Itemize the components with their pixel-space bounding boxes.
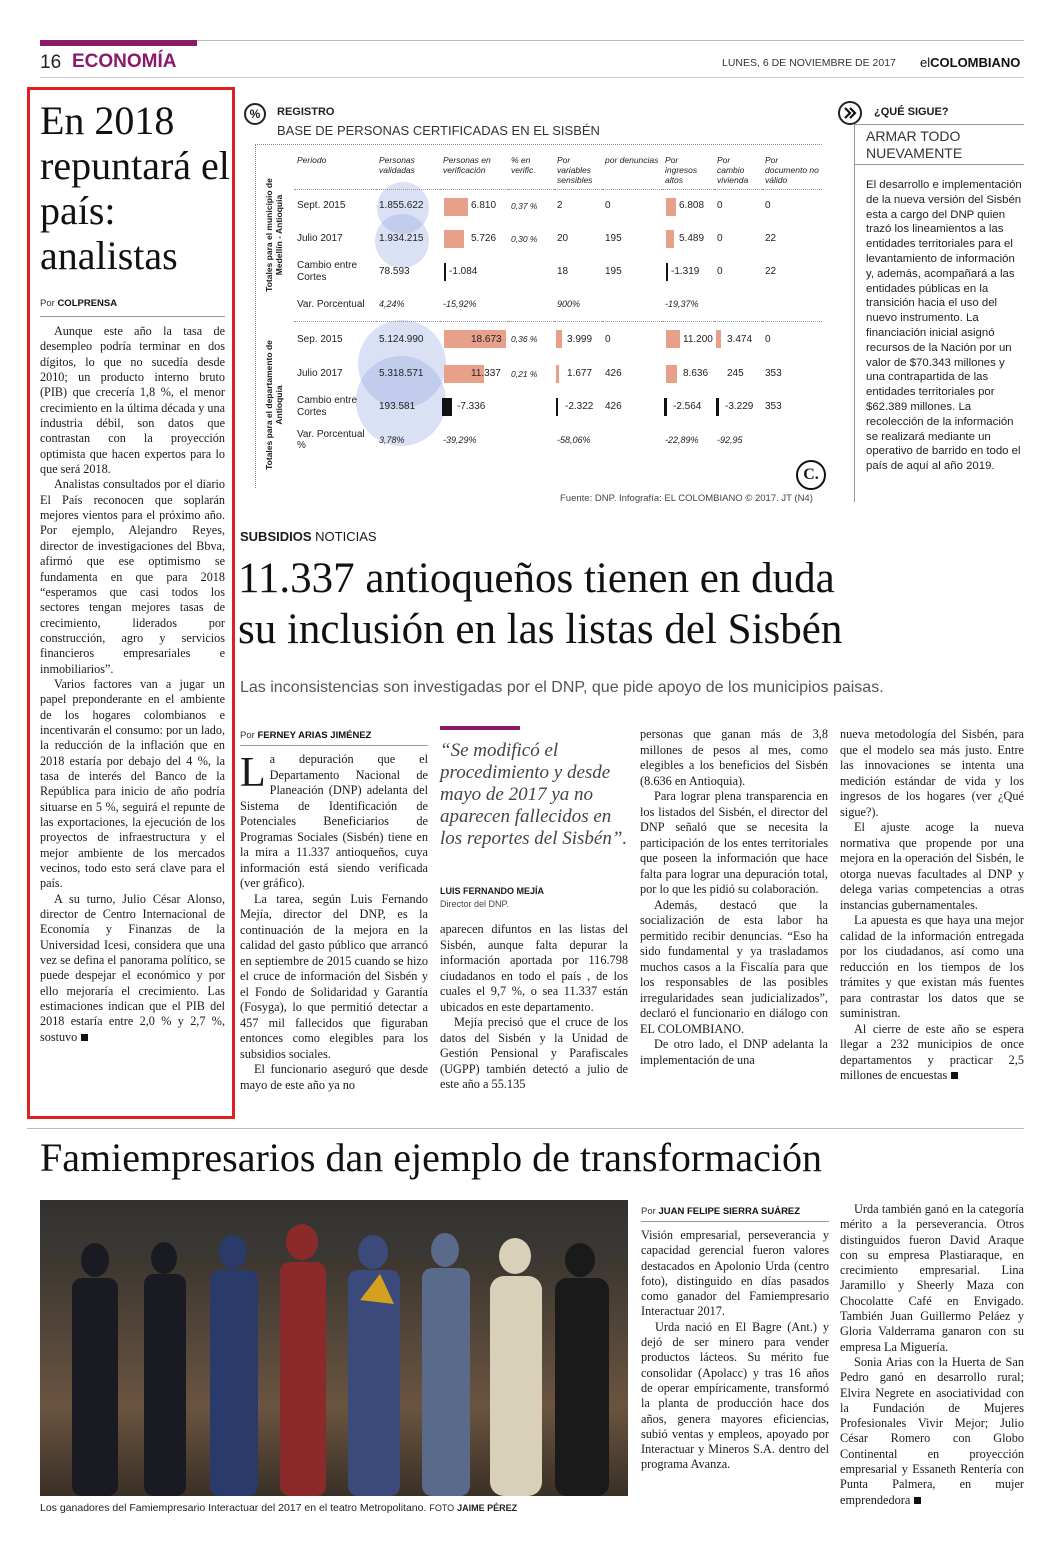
table-row	[294, 222, 822, 255]
cell-value: 1.677	[567, 368, 593, 379]
table-cell	[508, 321, 554, 357]
que-sigue-rule	[854, 124, 1024, 125]
table-cell	[376, 321, 440, 357]
table-cell	[508, 189, 554, 222]
que-sigue-kicker: ¿QUÉ SIGUE?	[874, 106, 949, 118]
photo-caption	[40, 1502, 630, 1514]
left-article-body	[40, 324, 225, 1045]
table-cell	[602, 321, 662, 357]
brand-logo	[920, 55, 1020, 70]
table-cell	[554, 357, 602, 390]
cell-value: 22	[765, 266, 777, 277]
paragraph: Mejía precisó que el cruce de los datos del Sisbén y la Unidad de Gestión Pensional y Parafiscales (UGPP) también detectó a julio de este año a 55.135	[440, 1015, 628, 1091]
byline-prefix: Por	[641, 1206, 656, 1217]
registro-title: BASE DE PERSONAS CERTIFICADAS EN EL SISBÉN	[277, 123, 600, 138]
row-period: Julio 2017	[297, 233, 343, 244]
main-col-2	[440, 922, 628, 1093]
cell-value: -2.322	[565, 401, 594, 412]
main-col-3	[640, 727, 828, 1068]
double-chevron-icon	[838, 101, 862, 125]
end-mark	[81, 1034, 88, 1041]
photo-people-silhouettes	[40, 1200, 628, 1496]
cell-value: 20	[557, 233, 569, 244]
paragraph	[840, 1022, 1024, 1084]
table-cell	[714, 390, 762, 423]
credit-prefix: FOTO	[429, 1503, 455, 1513]
table-cell	[602, 288, 662, 321]
table-cell	[714, 189, 762, 222]
column-header: % en verific.	[511, 155, 536, 175]
cell-value: 5.489	[679, 233, 705, 244]
cell-value: 0,21 %	[511, 368, 538, 379]
bar-positive	[716, 330, 721, 348]
column-header: Por cambio vivienda	[717, 155, 749, 185]
main-deck: Las inconsistencias son investigadas por el DNP, que pide apoyo de los municipios paisas.	[240, 679, 884, 696]
column-header: por denuncias	[605, 155, 659, 165]
cell-value: 5.124.990	[379, 333, 424, 345]
main-col-4	[840, 727, 1024, 1084]
column-header: Por ingresos altos	[665, 155, 698, 185]
table-cell	[602, 390, 662, 423]
awards-photo	[40, 1200, 628, 1496]
left-paragraph: Aunque este año la tasa de desempleo podría terminar en dos dígitos, lo que no sucedía desde 2010; un producto interno bruto (PIB) que crecería 1,8 %, el menor crecimiento en la última década y una industria débil, son datos que contrastan con la proyección optimista que hacen expertos para lo que será 2018.	[40, 324, 225, 477]
bottom-byline-rule	[641, 1221, 829, 1222]
cell-value: 5.318.571	[379, 368, 424, 379]
brand-prefix: el	[920, 55, 931, 70]
row-period: Var. Porcentual	[297, 298, 365, 310]
cell-value: 0	[717, 266, 723, 277]
cell-value: 3.474	[727, 333, 753, 345]
table-cell: -15,92%	[443, 299, 477, 310]
cell-value: 195	[605, 266, 622, 277]
table-cell	[376, 390, 440, 423]
cell-value: 0	[717, 200, 723, 212]
dropcap: L	[240, 750, 266, 796]
row-period: Cambio entre Cortes	[297, 394, 358, 418]
main-section-label	[240, 529, 377, 544]
table-cell	[376, 222, 440, 255]
table-cell	[762, 288, 822, 321]
cell-value: 18	[557, 266, 569, 277]
paragraph: nueva metodología del Sisbén, para que el modelo sea más justo. Entre las innovaciones se intenta una medición estándar de vida y los ingresos de los hogares (ver ¿Qué sigue?).	[840, 727, 1024, 819]
table-cell	[376, 357, 440, 390]
que-sigue-title: ARMAR TODO NUEVAMENTE	[866, 128, 963, 161]
cell-value: 6.808	[679, 200, 705, 212]
column-header: Por documento no válido	[765, 155, 819, 185]
cell-value: 8.636	[683, 368, 709, 379]
row-period: Cambio entre Cortes	[297, 259, 358, 283]
table-cell	[508, 423, 554, 456]
bar-negative	[442, 398, 452, 416]
paragraph: El ajuste acoge la nueva normativa que propende por una mejora en la operación del Sisbén, le otorga nuevas facultades al DNP y delega varias competencias a otras instancias gubernamentales.	[840, 820, 1024, 912]
table-row	[294, 288, 822, 321]
left-paragraph	[40, 892, 225, 1045]
header-bottom-rule	[40, 77, 1024, 78]
colombiano-c-logo: C.	[796, 460, 826, 490]
bar-positive	[666, 365, 677, 383]
bar-positive	[444, 230, 464, 248]
bar-negative	[556, 398, 558, 416]
cell-value: 353	[765, 368, 782, 379]
main-byline-rule	[240, 745, 428, 746]
paragraph: La tarea, según Luis Fernando Mejía, director del DNP, es la continuación de la mejora en la calidad del gasto público que arrancó en septiembre de 2015 cuando se hizo el cruce de información del Sisbén y el Fondo de Solidaridad y Garantía (Fosyga), lo que permitió detectar a 457 mil fallecidos que figuraban entonces como elegibles para los subsidios sociales.	[240, 891, 428, 1061]
cell-value: 0,36 %	[511, 334, 538, 345]
table-cell	[714, 321, 762, 357]
paragraph: Además, destacó que la socialización de esta labor ha permitido recibir denuncias. “Eso ha sido fundamental y ya trasladamos muchos casos a la Fiscalía para que los responsables de las posibles irregularidades sean judicializados”, declaró el funcionario en diálogo con EL COLOMBIANO.	[640, 897, 828, 1036]
table-cell	[762, 357, 822, 390]
table-cell: 4,24%	[379, 299, 405, 310]
row-period: Sept. 2015	[294, 189, 376, 222]
byline-name: COLPRENSA	[57, 298, 118, 309]
bottom-byline	[641, 1206, 829, 1217]
credit-name: JAIME PÉREZ	[457, 1503, 518, 1513]
byline-prefix: Por	[40, 298, 55, 309]
table-cell	[554, 189, 602, 222]
pull-quote: “Se modificó el procedimiento y desde mayo de 2017 ya no aparecen fallecidos en los reportes del Sisbén”.	[440, 740, 628, 849]
que-sigue-rule-2	[854, 164, 1024, 165]
bar-positive	[444, 198, 468, 216]
cell-value: 426	[605, 368, 622, 379]
table-cell	[376, 255, 440, 288]
section-accent-bar	[40, 40, 197, 46]
table-cell	[554, 390, 602, 423]
paragraph: La apuesta es que haya una mejor calidad de la información entregada por los ciudadanos, así como una reducción en los tiempos de los trámites y que existan más fuentes para contrastar los datos que se suministran.	[840, 913, 1024, 1020]
table-cell	[762, 222, 822, 255]
left-article-title: En 2018 repuntará el país: analistas	[40, 98, 230, 278]
table-cell	[762, 423, 822, 456]
byline-name: JUAN FELIPE SIERRA SUÁREZ	[658, 1206, 801, 1217]
brand-name: COLOMBIANO	[930, 55, 1021, 70]
column-header: Personas en verificación	[443, 155, 491, 175]
group-label-medellin: Totales para el municipio de Medellín - Antioquia	[264, 178, 284, 292]
cell-value: 193.581	[379, 401, 416, 412]
table-cell	[662, 357, 714, 390]
cell-value: 0	[605, 333, 611, 345]
cell-value: 353	[765, 401, 782, 412]
table-cell	[508, 222, 554, 255]
table-cell	[714, 222, 762, 255]
table-cell	[602, 222, 662, 255]
table-cell	[554, 255, 602, 288]
table-cell	[440, 255, 508, 288]
bar-positive	[666, 330, 680, 348]
bottom-headline: Famiempresarios dan ejemplo de transformación	[40, 1135, 822, 1180]
table-cell	[508, 357, 554, 390]
left-paragraph: Varios factores van a jugar un papel preponderante en el ambiente de los hogares colombianos e incentivarán el consumo: por un lado, la reducción de la inflación que en 2018 estaría por debajo del 4 %, la tasa de interés del Banco de la República para inicio de año podría situarse en 5 %, seguirá el repunte de las exportaciones, la ejecución de los proyectos de infraestructura y el mejor ambiente de los mercados vecinos, todo esto será clave para el país.	[40, 676, 225, 891]
table-cell	[714, 357, 762, 390]
cell-value: 0,37 %	[511, 200, 538, 211]
header-date: LUNES, 6 DE NOVIEMBRE DE 2017	[722, 57, 896, 69]
table-cell: 900%	[557, 299, 581, 310]
bottom-divider	[27, 1128, 1024, 1129]
left-byline-rule	[40, 316, 225, 317]
registro-kicker: REGISTRO	[277, 106, 335, 118]
table-cell	[714, 255, 762, 288]
cell-value: 245	[727, 368, 744, 379]
table-cell	[602, 189, 662, 222]
bottom-col-1	[641, 1228, 829, 1473]
cell-value: 0	[765, 333, 771, 345]
table-row	[294, 189, 822, 222]
cell-value: 0,30 %	[511, 233, 538, 244]
cell-value: 78.593	[379, 266, 410, 277]
registro-table	[294, 149, 822, 456]
table-cell	[662, 189, 714, 222]
bottom-col-2	[840, 1202, 1024, 1508]
section-name: SUBSIDIOS	[240, 529, 312, 544]
column-header: Periodo	[297, 155, 327, 165]
main-headline-line-1: 11.337 antioqueños tienen en duda	[238, 555, 835, 602]
table-cell	[376, 189, 440, 222]
paragraph: Urda nació en El Bagre (Ant.) y dejó de ser minero para vender productos lácteos. Su mérito fue consolidar (Apolacc) y tras 16 años de operar empíricamente, transformó la planta de producción hace dos años, genera mayores eficiencias, subió ventas y empleos, apoyado por Interactuar y Mineros S.A. dentro del programa Avanza.	[641, 1319, 829, 1472]
table-cell	[662, 321, 714, 357]
table-cell	[762, 189, 822, 222]
quote-role: Director del DNP.	[440, 899, 509, 909]
cell-value: 6.810	[471, 200, 497, 212]
left-article-byline	[40, 298, 225, 309]
paragraph: Visión empresarial, perseverancia y capacidad gerencial fueron valores destacados en Apolonio Urda (centro foto), distinguido en días pasados como ganador del Famiempresario Interactuar 2017.	[641, 1228, 829, 1319]
cell-value: -3.229	[725, 401, 754, 412]
quote-accent-bar	[440, 726, 520, 730]
cell-value: 0	[765, 200, 771, 212]
table-cell	[440, 357, 508, 390]
bar-negative	[444, 263, 446, 281]
cell-value: 3.999	[567, 333, 593, 345]
table-cell	[762, 255, 822, 288]
left-paragraph: Analistas consultados por el diario El País reconocen que soplarán mejores vientos para el próximo año. Por ejemplo, Alejandro Reyes, director de investigaciones del Bbva, afirmó que ese optimismo se fundamenta en que para 2018 “esperamos que casi todos los sectores tengan mejores tasas de crecimiento, liderados por construcción, agro y servicios financieros empresariales e inmobiliarios”.	[40, 477, 225, 676]
table-cell	[602, 255, 662, 288]
table-cell	[662, 390, 714, 423]
cell-value: -7.336	[457, 401, 486, 412]
cell-value: 18.673	[471, 333, 502, 345]
caption-text: Los ganadores del Famiempresario Interactuar del 2017 en el teatro Metropolitano.	[40, 1502, 427, 1514]
table-row	[294, 357, 822, 390]
cell-value: 1.855.622	[379, 200, 424, 212]
paragraph: Urda también ganó en la categoría mérito a la perseverancia. Otros distinguidos fueron David Araque con su empresa Plastiaraque, en crecimiento empresarial. Lina Jaramillo y Sheerly Maza con Chocolatte Café en Envigado. También Juan Guillermo Peláez y Gloria Valderrama ganaron con su empresa La Miguería.	[840, 1202, 1024, 1354]
cell-value: 426	[605, 401, 622, 412]
cell-value: 11.337	[471, 368, 501, 379]
cell-value: -2.564	[673, 401, 702, 412]
bar-positive	[556, 365, 559, 383]
table-row	[294, 423, 822, 456]
section-sub: NOTICIAS	[315, 529, 377, 544]
table-cell	[602, 423, 662, 456]
table-cell: -58,06%	[557, 434, 591, 445]
column-header: Personas validadas	[379, 155, 415, 175]
table-cell	[714, 288, 762, 321]
bar-positive	[666, 198, 676, 216]
bar-positive	[666, 230, 674, 248]
quote-author: LUIS FERNANDO MEJÍA	[440, 886, 545, 896]
table-cell	[508, 390, 554, 423]
registro-table-wrap	[294, 149, 822, 456]
paragraph	[840, 1355, 1024, 1508]
row-period: Sep. 2015	[294, 321, 376, 357]
table-row	[294, 321, 822, 357]
bar-negative	[664, 398, 667, 416]
bar-negative	[716, 398, 719, 416]
cell-value: 0	[717, 233, 723, 244]
table-cell	[508, 288, 554, 321]
paragraph-text: Al cierre de este año se espera llegar a 232 municipios de once departamentos y practicar 2,5 millones de encuestas	[840, 1021, 1024, 1082]
paragraph: De otro lado, el DNP adelanta la implementación de una	[640, 1037, 828, 1067]
paragraph: Para lograr plena transparencia en los listados del Sisbén, el director del DNP señaló que se necesita la participación de los entes territoriales que poseen la información que hace falta para lograr una depuración total, por lo que les pidió su colaboración.	[640, 789, 828, 896]
table-cell	[762, 390, 822, 423]
table-cell	[554, 222, 602, 255]
que-sigue-body: El desarrollo e implementación de la nueva versión del Sisbén esta a cargo del DNP quien trazó los lineamientos a las entidades territoriales para el levantamiento de información y, además, acompañará a las entidades públicas en la transición hacia el uso del nuevo instrumento. La financiación inicial asignó recursos de la Nación por un valor de $70.343 millones y una contrapartida de las entidades territoriales por $62.389 millones. La recolección de la información se realizará mediante un operativo de barrido en todo el país de aquí al año 2019.	[866, 179, 1022, 473]
paragraph-text: a depuración que el Departamento Nacional de Planeación (DNP) adelanta del Sistema de Identificación de Potenciales Beneficiarios de Programas Sociales (Sisbén) tiene en la mira a 11.337 antioqueños, cuya información está siendo verificada (ver gráfico).	[240, 752, 428, 890]
table-cell: -92,95	[717, 434, 743, 445]
paragraph: aparecen difuntos en las listas del Sisbén, aunque falta depurar la información aportada por 116.798 ciudadanos en todo el país , de los cuales el 9,7 %, o sea 11.337 están ubicados en este departamento.	[440, 922, 628, 1014]
row-period: Var. Porcentual %	[297, 428, 365, 451]
cell-value: 0	[605, 200, 611, 212]
table-cell: -22,89%	[665, 434, 699, 445]
section-label: ECONOMÍA	[72, 51, 177, 72]
table-cell	[440, 222, 508, 255]
cell-value: 1.934.215	[379, 233, 424, 244]
paragraph: personas que ganan más de 3,8 millones de pesos al mes, como elegibles a los beneficios del Sisbén (8.636 en Antioquia).	[640, 727, 828, 788]
first-paragraph	[240, 752, 428, 892]
main-byline	[240, 730, 428, 741]
group-label-antioquia: Totales para el departamento de Antioquia	[264, 340, 284, 470]
paragraph: El funcionario aseguró que desde mayo de este año ya no	[240, 1062, 428, 1092]
end-mark	[951, 1072, 958, 1079]
registro-icon: %	[244, 103, 266, 125]
table-cell	[440, 390, 508, 423]
column-header: Por variables sensibles	[557, 155, 593, 185]
cell-value: 5.726	[471, 233, 497, 244]
cell-value: 11.200	[683, 333, 713, 345]
main-col-1	[240, 752, 428, 1093]
page-number: 16	[40, 52, 62, 73]
table-cell: -39,29%	[443, 434, 477, 445]
table-cell	[662, 255, 714, 288]
cell-value: 2	[557, 200, 563, 212]
table-cell	[508, 255, 554, 288]
table-cell	[440, 189, 508, 222]
table-cell	[602, 357, 662, 390]
table-cell	[554, 321, 602, 357]
left-paragraph-text: A su turno, Julio César Alonso, director de Centro Internacional de Economía y Finanzas de la Universidad Icesi, considera que una vez se defina el panorama político, se puede despejar el económico y por ello mejoraría el crecimiento. Las estimaciones indican que el PIB del 2018 estaría entre 2,0 % y 2,7 %, sostuvo	[40, 891, 225, 1044]
table-row	[294, 255, 822, 288]
row-period: Julio 2017	[297, 368, 343, 379]
bar-positive	[556, 330, 562, 348]
cell-value: -1.319	[671, 266, 700, 277]
table-cell	[662, 222, 714, 255]
cell-value: 22	[765, 233, 777, 244]
byline-name: FERNEY ARIAS JIMÉNEZ	[257, 730, 372, 741]
table-header-row	[294, 149, 822, 189]
table-cell	[762, 321, 822, 357]
byline-prefix: Por	[240, 730, 255, 741]
cell-value: -1.084	[449, 266, 478, 277]
paragraph-text: Sonia Arias con la Huerta de San Pedro ganó en desarrollo rural; Elvira Negrete en asociatividad con la Fundación de Mujeres Profesionales Vivir Mejor; Julio César Romero con Globo Continental en proyección empresarial y Essaneth Rentería con Punta Palmera, en mujer emprendedora	[840, 1354, 1024, 1507]
table-cell: 3,78%	[379, 434, 405, 445]
bar-negative	[666, 263, 668, 281]
main-headline-line-2: su inclusión en las listas del Sisbén	[238, 606, 843, 653]
table-cell: -19,37%	[665, 299, 699, 310]
registro-source: Fuente: DNP. Infografía: EL COLOMBIANO © 2017. JT (N4)	[560, 493, 813, 504]
end-mark	[914, 1497, 921, 1504]
table-cell	[440, 321, 508, 357]
que-sigue-left-border	[854, 124, 855, 502]
cell-value: 195	[605, 233, 622, 244]
table-row	[294, 390, 822, 423]
